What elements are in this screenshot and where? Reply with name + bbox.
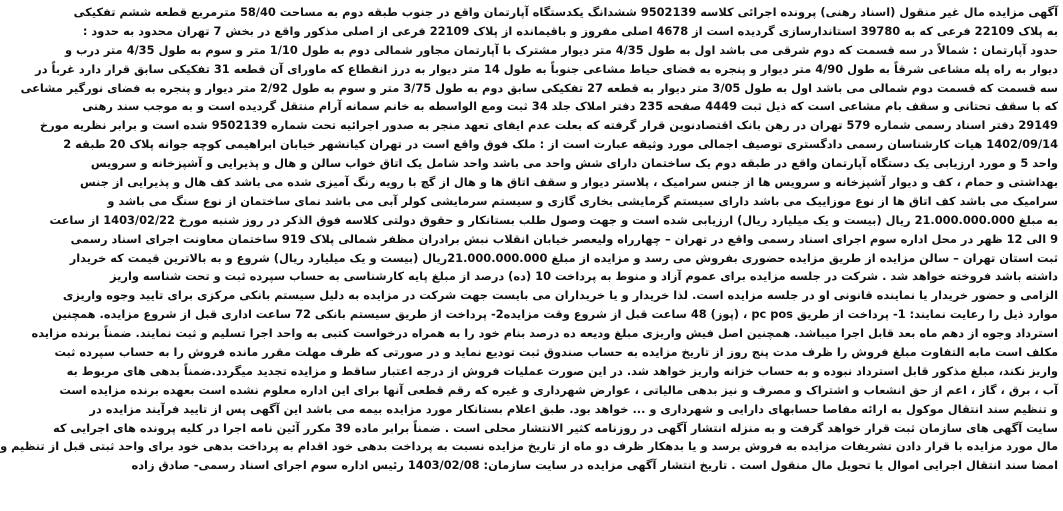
notice-line-23: سایت آگهی های سازمان ثبت قرار خواهد گرفت و به منزله انتشار آگهی در روزنامه کثیر الانتشار محلی است . ضمناً برابر ماده 39 مکرر آئین نامه اجرا در کلیه پرونده های اجرایی که: [52, 420, 1058, 435]
notice-line-15: داشته باشد فروخته خواهد شد . شرکت در جلسه مزایده برای عموم آزاد و منوط به پرداخت 10 (ده) درصد از مبلغ پایه کارشناسی به حساب سپرده ثبت و تحت شناسه واریز: [110, 269, 1058, 284]
notice-line-25: امضا سند انتقال اجرایی اموال یا تحویل مال منقول است . تاریخ انتشار آگهی مزایده در سایت سازمان: 1403/02/08 رئیس اداره سوم اجرای اسناد رسمی- صادق زاده: [131, 458, 1058, 473]
notice-line-2: به پلاک 22109 فرعی که به 39780 استاندارسازی گردیده است از 4678 اصلی مفروز و باقیمانده از پلاک 22109 فرعی از اصلی مذکور واقع در بخش 7 تهران محدود به حدود :: [82, 23, 1058, 38]
notice-line-1: آگهی مزایده مال غیر منقول (اسناد رهنی) پرونده اجرائی کلاسه 9502139 ششدانگ یکدستگاه آپارتمان واقع در جنوب طبقه دوم به مساحت 58/40 مترمربع قطعه ششم تفکیکی: [73, 5, 1058, 19]
notice-line-9: واحد 5 و مورد ارزیابی یک دستگاه آپارتمان واقع در طبقه دوم یک ساختمان دارای شش واحد می باشد واحد شامل یک اتاق خواب سالن و هال و پذیرایی و آشپزخانه و سرویس: [90, 156, 1058, 171]
notice-line-21: آب ، برق ، گاز ، اعم از حق انشعاب و اشتراک و مصرف و نیز بدهی مالیاتی ، عوارض شهرداری و غیره که رقم قطعی آنها برای این اداره معلوم نشده است بعهده برنده مزایده است: [59, 382, 1058, 397]
notice-line-24: مال مورد مزایده با قرار دادن تشریفات مزایده به فروش برسد و یا بدهکار ظرف دو ماه از تاریخ مزایده نسبت به پرداخت بدهی خود اقدام به پرداخت بدهی خود برای واحد ثبتی قبل از تنظیم و: [0, 439, 1058, 454]
notice-line-18: استرداد وجوه از دهم ماه بعد قابل اجرا میباشد. همچنین اصل فیش واریزی مبلغ ودیعه ده درصد بنام خود را به همراه درخواست کتبی به واحد اجرا تسلیم و ثبت نمایند. ضمناً برنده مزایده: [31, 326, 1058, 341]
notice-line-10: بهداشتی و حمام ، کف و دیوار آشپزخانه و سرویس ها از جنس سرامیک ، پلاستر دیوار و سقف اتاق ها و هال از گچ با رویه رنگ آمیزی شده می باشد کف هال و پذیرایی از جنس: [79, 175, 1058, 190]
notice-line-4: دیوار به راه پله مشاعی شرقاً به طول 4/90 متر دیوار و پنجره به فضای حیاط مشاعی جنوباً به طول 14 متر دیوار به درز انقطاع که ماورای آن قطعه 31 تفکیکی سابق قرار دارد غرباً در: [35, 61, 1058, 76]
notice-line-7: 29149 دفتر اسناد رسمی شماره 579 تهران در رهن بانک اقتصادنوین قرار گرفته که بعلت عدم ایفای تعهد منجر به صدور اجرائیه تحت شماره 9502139 شده است و برابر نظریه مورخ: [39, 118, 1058, 133]
notice-line-11: سرامیک می باشد کف اتاق ها از نوع موزاییک می باشد دارای سیستم گرمایشی بخاری گازی و سیستم سرمایشی کولر آبی می باشد نمای ساختمان از نوع سنگ می باشد و: [107, 193, 1058, 208]
notice-line-5: سه قسمت که قسمت دوم شمالی می باشد اول به طول 3/05 متر دیوار به قطعه 27 تفکیکی سابق دوم به طول 3/75 متر و سوم به طول 2/92 متر دیوار و پنجره به فضای نورگیر مشاعی: [20, 80, 1058, 95]
notice-line-12: به مبلغ 21.000.000.000 ریال (بیست و یک میلیارد ریال) ارزیابی شده است و جهت وصول طلب بستانکار و حقوق دولتی کلاسه فوق الذکر در روز شنبه مورخ 1403/02/22 از ساعت: [49, 212, 1058, 227]
notice-line-14: ثبت استان تهران – سالن مزایده از طریق مزایده حضوری بفروش می رسد و مزایده از مبلغ 21.000.000.000ریال (بیست و یک میلیارد ریال) شروع و به بالاترین قیمت که خریدار: [69, 250, 1058, 265]
notice-line-22: و تنظیم سند انتقال موکول به ارائه مفاصا حسابهای دارایی و شهرداری و ... خواهد بود. طبق اعلام بستانکار مورد مزایده بیمه می باشد این آگهی پس از تایید فرآیند مزایده در: [89, 401, 1058, 416]
notice-line-17: موارد ذیل را رعایت نمایند: 1- پرداخت از طریق pc pos ، (پوز) 48 ساعت قبل از شروع وقت مزایده2- پرداخت از طریق سیستم بانکی 72 ساعت اداری قبل از شروع مزایده. همچنین: [52, 307, 1058, 322]
notice-line-19: مکلف است مابه التفاوت مبلغ فروش را ظرف مدت پنج روز از تاریخ مزایده به حساب صندوق ثبت تودیع نماید و در صورتی که ظرف مهلت مقرر مانده فروش را به حساب سپرده ثبت: [54, 345, 1058, 360]
notice-line-13: 9 الی 12 ظهر در محل اداره سوم اجرای اسناد رسمی واقع در تهران – چهارراه ولیعصر خیابان انقلاب نبش برادران مظفر شمالی پلاک 919 ساختمان معاونت اجرای اسناد رسمی: [70, 231, 1058, 246]
notice-line-6: که با سقف تحتانی و سقف بام مشاعی است که ذیل ثبت 4449 صفحه 235 دفتر املاک جلد 34 ثبت ومع الواسطه به خانم سمانه آرام منتقل گردیده است و به موجب سند رهنی: [82, 99, 1058, 114]
notice-line-8: 1402/09/14 هیات کارشناسان رسمی دادگستری توصیف اجمالی مورد وثیقه عبارت است از : ملک فوق واقع است در تهران کیانشهر خیابان ابراهیمی کوچه جوانه پلاک 20 طبقه 2: [63, 137, 1058, 152]
notice-line-3: حدود آپارتمان : شمالاً در سه قسمت که دوم شرقی می باشد اول به طول 4/35 متر دیوار مشترک با آپارتمان مجاور شمالی دوم به طول 1/10 متر و سوم به طول 4/35 متر درب و: [64, 42, 1058, 57]
notice-line-20: واریز نکند، مبلغ مذکور قابل استرداد نبوده و به حساب خزانه واریز خواهد شد. در این صورت عملیات فروش از درجه اعتبار ساقط و مزایده تجدید میگردد.ضمناً بدهی های مربوط به: [66, 363, 1058, 378]
notice-line-16: الزامی و حضور خریدار یا نماینده قانونی او در جلسه مزایده است. لذا خریدار و یا خریداران می بایست جهت شرکت در مزایده به دلیل سیستم بانکی مرکزی برای تایید وجوه واریزی: [62, 288, 1058, 303]
